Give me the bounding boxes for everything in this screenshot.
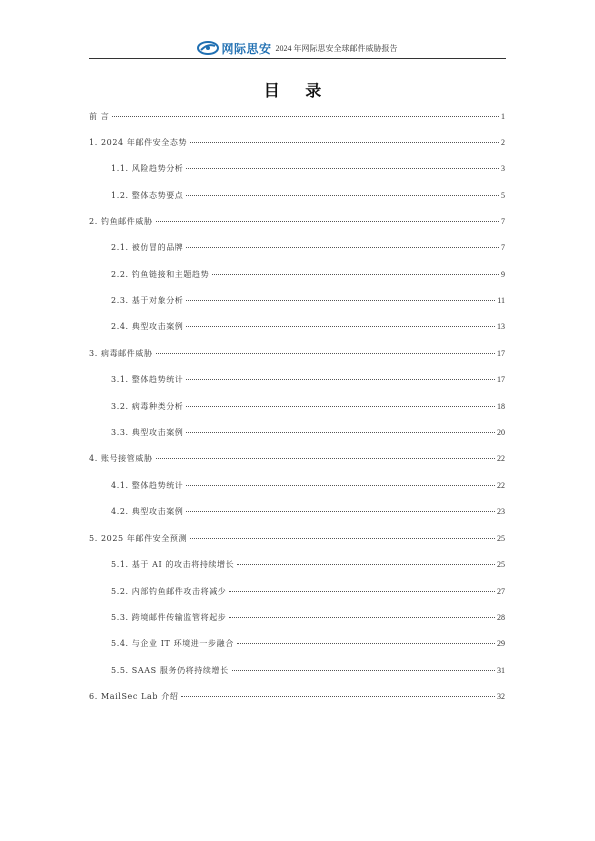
toc-entry-3-2[interactable] — [111, 401, 505, 413]
toc-entry-text: 5.5. SAAS 服务仍将持续增长 — [111, 666, 229, 675]
dot-leader — [237, 564, 495, 565]
dot-leader — [186, 247, 499, 248]
toc-entry-3-3[interactable] — [111, 427, 505, 439]
toc-entry-page: 17 — [497, 349, 505, 358]
dot-leader — [186, 195, 499, 196]
dot-leader — [186, 168, 499, 169]
toc-entry-text: 5.2. 内部钓鱼邮件攻击将减少 — [111, 587, 227, 596]
toc-entry-page: 31 — [497, 666, 505, 675]
toc-entry-2-3[interactable] — [111, 295, 505, 307]
toc-entry-text: 5.4. 与企业 IT 环境进一步融合 — [111, 639, 234, 648]
toc-entry-page: 20 — [497, 428, 505, 437]
toc-entry-text: 1.1. 风险趋势分析 — [111, 164, 184, 173]
toc-entry-5[interactable] — [89, 533, 505, 545]
brand-name: 网际思安 — [221, 41, 272, 56]
toc-entry-preface[interactable] — [89, 111, 505, 123]
toc-entry-2[interactable] — [89, 216, 505, 228]
toc-entry-3[interactable] — [89, 348, 505, 360]
toc-entry-page: 2 — [501, 138, 505, 147]
dot-leader — [237, 643, 495, 644]
toc-entry-5-1[interactable] — [111, 559, 505, 571]
toc-entry-page: 22 — [497, 454, 505, 463]
toc-entry-page: 25 — [497, 560, 505, 569]
toc-entry-text: 3. 病毒邮件威胁 — [89, 349, 153, 358]
toc-entry-2-2[interactable] — [111, 269, 505, 281]
toc-entry-text: 2.4. 典型攻击案例 — [111, 322, 184, 331]
toc-entry-1[interactable] — [89, 137, 505, 149]
toc-entry-text: 5. 2025 年邮件安全预测 — [89, 534, 188, 543]
toc-entry-page: 11 — [497, 296, 505, 305]
toc-entry-5-5[interactable] — [111, 665, 505, 677]
toc-entry-text: 1. 2024 年邮件安全态势 — [89, 138, 188, 147]
dot-leader — [190, 538, 495, 539]
toc-entry-4-2[interactable] — [111, 506, 505, 518]
toc-entry-text: 6. MailSec Lab 介绍 — [89, 692, 179, 701]
dot-leader — [186, 326, 495, 327]
toc-entry-2-1[interactable] — [111, 242, 505, 254]
page-header — [89, 38, 506, 59]
dot-leader — [156, 353, 495, 354]
toc-entry-page: 28 — [497, 613, 505, 622]
dot-leader — [190, 142, 499, 143]
dot-leader — [186, 511, 495, 512]
dot-leader — [186, 485, 495, 486]
toc-entry-text: 5.3. 跨境邮件传输监管将起步 — [111, 613, 227, 622]
toc-entry-page: 1 — [501, 112, 505, 121]
toc-entry-text: 4.2. 典型攻击案例 — [111, 507, 184, 516]
toc-entry-1-1[interactable] — [111, 163, 505, 175]
dot-leader — [156, 458, 495, 459]
toc-entry-text: 前 言 — [89, 112, 110, 121]
toc-entry-text: 2.1. 被仿冒的品牌 — [111, 243, 184, 252]
toc-entry-page: 17 — [497, 375, 505, 384]
toc-entry-2-4[interactable] — [111, 321, 505, 333]
company-logo — [197, 40, 271, 57]
toc-entry-text: 2.3. 基于对象分析 — [111, 296, 184, 305]
toc-entry-page: 18 — [497, 402, 505, 411]
toc-entry-1-2[interactable] — [111, 190, 505, 202]
dot-leader — [181, 696, 495, 697]
report-title: 2024 年网际思安全球邮件威胁报告 — [275, 43, 398, 53]
toc-entry-page: 29 — [497, 639, 505, 648]
toc-entry-text: 4. 账号接管威胁 — [89, 454, 153, 463]
toc-entry-text: 3.2. 病毒种类分析 — [111, 402, 184, 411]
toc-entry-6[interactable] — [89, 691, 505, 703]
dot-leader — [186, 379, 495, 380]
toc-entry-text: 4.1. 整体趋势统计 — [111, 481, 184, 490]
toc-entry-page: 13 — [497, 322, 505, 331]
logo-icon — [197, 41, 219, 55]
toc-entry-5-4[interactable] — [111, 638, 505, 650]
dot-leader — [232, 670, 495, 671]
toc-entry-text: 3.3. 典型攻击案例 — [111, 428, 184, 437]
toc-entry-text: 3.1. 整体趋势统计 — [111, 375, 184, 384]
toc-entry-page: 25 — [497, 534, 505, 543]
dot-leader — [186, 300, 495, 301]
toc-entry-text: 5.1. 基于 AI 的攻击将持续增长 — [111, 560, 235, 569]
toc-entry-page: 7 — [501, 243, 505, 252]
toc-entry-text: 2. 钓鱼邮件威胁 — [89, 217, 153, 226]
toc-entry-page: 22 — [497, 481, 505, 490]
toc-entry-page: 27 — [497, 587, 505, 596]
dot-leader — [156, 221, 499, 222]
toc-entry-text: 2.2. 钓鱼链接和主题趋势 — [111, 270, 210, 279]
toc-entry-4-1[interactable] — [111, 480, 505, 492]
toc-entry-5-2[interactable] — [111, 586, 505, 598]
dot-leader — [186, 432, 495, 433]
dot-leader — [112, 116, 499, 117]
dot-leader — [212, 274, 499, 275]
toc-entry-page: 3 — [501, 164, 505, 173]
toc-entry-4[interactable] — [89, 453, 505, 465]
dot-leader — [229, 617, 495, 618]
toc-entry-page: 23 — [497, 507, 505, 516]
toc-entry-5-3[interactable] — [111, 612, 505, 624]
toc-title: 目 录 — [263, 81, 332, 100]
toc-entry-3-1[interactable] — [111, 374, 505, 386]
toc-entry-page: 7 — [501, 217, 505, 226]
toc-entry-page: 9 — [501, 270, 505, 279]
toc-entry-page: 32 — [497, 692, 505, 701]
dot-leader — [186, 406, 495, 407]
toc-entry-page: 5 — [501, 191, 505, 200]
dot-leader — [229, 591, 495, 592]
toc-entry-text: 1.2. 整体态势要点 — [111, 191, 184, 200]
